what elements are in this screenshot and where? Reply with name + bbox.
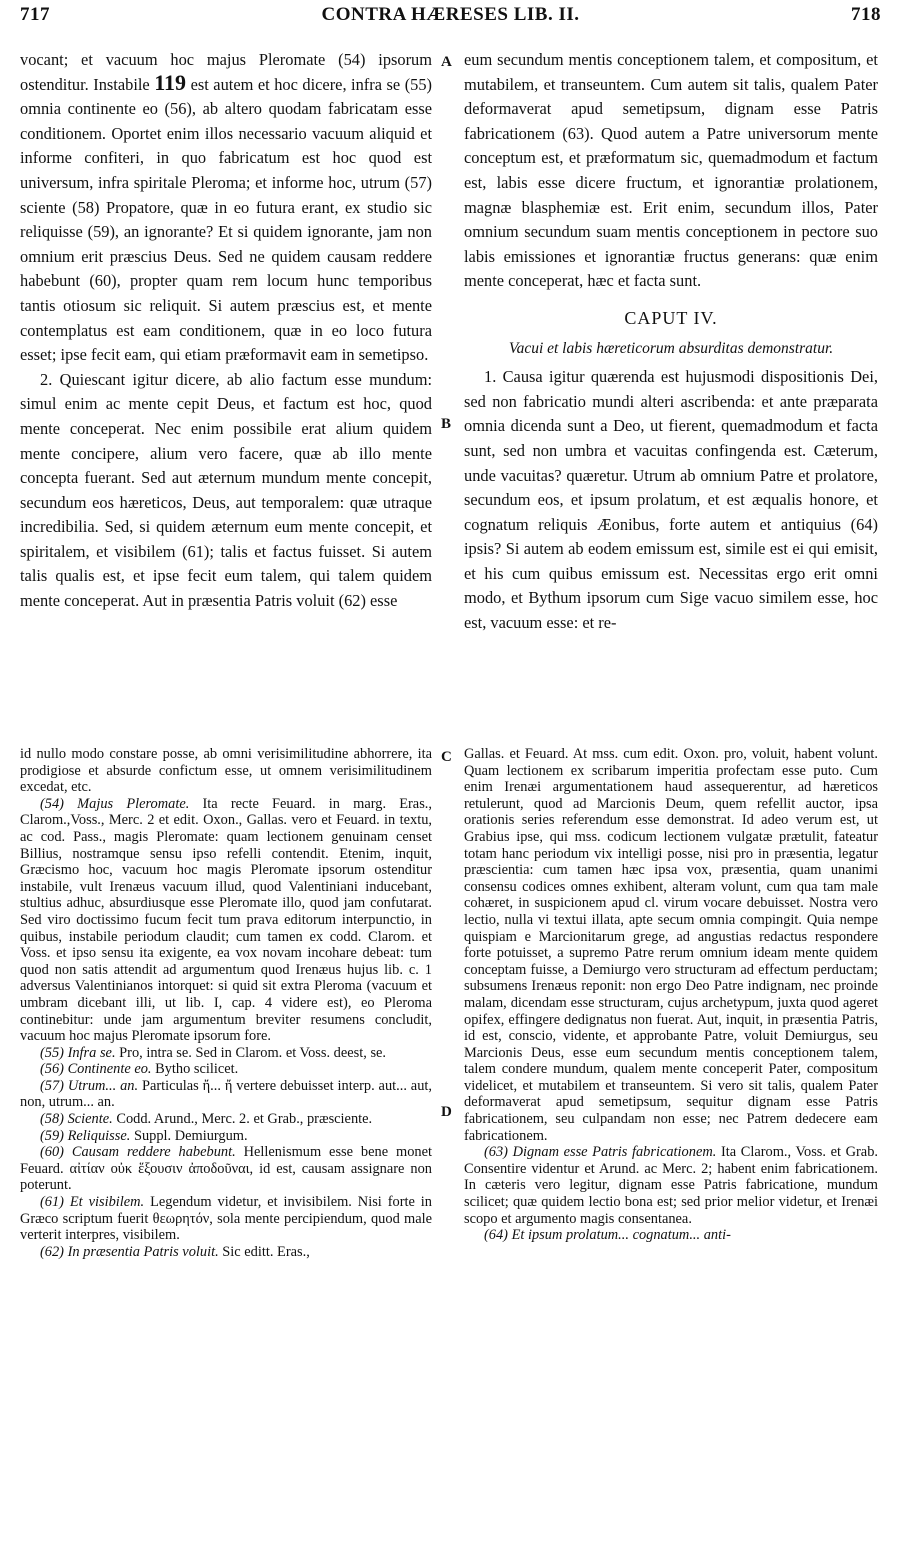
page-number-right: 718 xyxy=(851,4,881,25)
footnote: (57) Utrum... an. Particulas ἤ... ἤ vertere debuisset interp. aut... aut, non, utrum... an. xyxy=(20,1077,432,1111)
paragraph: 2. Quiescant igitur dicere, ab alio factum esse mundum: simul enim ac mente cepit Deus, et factum est hoc, quod mente conceperat. Nec enim possibile erat alium quidem mente concipere, alium vero facere, quæ ab illo mente concepta fuerant. Sed aut æternum mundum mente concepit, secundum eos hæreticos, Deus, aut temporalem: quæ utraque incredibilia. Sed, si quidem æternum eum mente concepit, et spiritalem, et visibilem (61); talis et factus fuisset. Si autem talis qualis est, et ipse fecit eum talem, qui talem quidem mente conceperat. Aut in præsentia Patris voluit (62) esse xyxy=(20,369,432,611)
footnote: (59) Reliquisse. Suppl. Demiurgum. xyxy=(40,1127,248,1144)
footnote: (55) Infra se. Pro, intra se. Sed in Clarom. et Voss. deest, se. xyxy=(40,1044,387,1061)
left-column-text xyxy=(20,48,432,614)
footnote: (61) Et visibilem. Legendum videtur, et invisibilem. Nisi forte in Græco scriptum fuerit θεωρητόν, sola mente percipiendum, quod male verterit interpres, visibilem. xyxy=(20,1194,432,1244)
right-column-text xyxy=(464,48,878,636)
footnote: (56) Continente eo. Bytho scilicet. xyxy=(40,1061,239,1078)
footnote: id nullo modo constare posse, ab omni verisimilitudine abhorrere, ita prodigiose et absurde confictum esse, ut omnem verisimilitudinem excedat, etc. xyxy=(20,746,432,796)
footnote: (60) Causam reddere habebunt. Hellenismum esse bene monet Feuard. αἰτίαν οὐκ ἕξουσιν ἀποδοῦναι, id est, causam assignare non poterunt. xyxy=(20,1144,432,1194)
running-title: CONTRA HÆRESES LIB. II. xyxy=(321,4,580,25)
right-footnotes xyxy=(464,746,878,1244)
page-number-left: 717 xyxy=(20,4,50,25)
footnote: (63) Dignam esse Patris fabricationem. Ita Clarom., Voss. et Grab. Consentire videntur et Arund. ac Merc. 2; habent enim fabricationem. In cæteris vero legitur, dignam esse Patris fabricatione, mundum scilicet; quæ quidem lectio bona est; sed prior melior videtur, et Irenæi scopo et argumento magis consentanea. xyxy=(464,1144,878,1227)
margin-marker-c: C xyxy=(441,749,452,765)
margin-marker-b: B xyxy=(441,416,452,432)
margin-marker-d: D xyxy=(441,1104,452,1120)
paragraph: vocant; et vacuum hoc majus Pleromate (54) ipsorum ostenditur. Instabile 119 est autem et hoc dicere, infra se (55) omnia continente eo (56), ab altero quodam fabricatam esse conditionem. Oportet enim illos necessario vacuum aliquid et informe confiteri, in quo fabricatum est hoc quod est universum, infra spiritale Pleroma; et informe hoc, utrum (57) sciente (58) Propatore, quæ in eo futura erant, ex studio sic reliquisse (59), an ignorante? Et si quidem ignorante, jam non omnium erit præscius Deus. Sed ne quidem causam reddere habebunt (60), propter quam rem locum hunc temporibus tantis otiosum sic reliquit. Si autem præscius est, et mente contemplatus est eam conditionem, quæ in eo loco futura esset; ipse fecit eam, qui etiam præformavit eam in semetipso. xyxy=(20,50,432,365)
footnote: (62) In præsentia Patris voluit. Sic editt. Eras., xyxy=(40,1243,310,1260)
left-footnotes xyxy=(20,746,432,1260)
footnote: (58) Sciente. Codd. Arund., Merc. 2. et Grab., præsciente. xyxy=(40,1111,373,1128)
footnote: Gallas. et Feuard. At mss. cum edit. Oxon. pro, voluit, habent volunt. Quam lectionem ex scribarum imperitia profectam esse puto. Cum enim Irenæi argumentationem haud assequerentur, ad hæreticos retulerunt, quod ad Marcionis Deum, quem refellit auctor, ipsa orationis series referendum esse demonstrat. Id adeo verum est, ut Grabius ipse, qui mss. codicum lectionem vulgatæ prætulit, fateatur totam hanc periodum vix intelligi posse, nisi pro in præsentia, legatur præscientia: cum tamen hæc ipsa vox, præsentia, quam unanimi consensu codices omnes exhibent, alteram volunt, cum qua tam male cohæret, in suspicionem apud cl. virum vocare debuisset. Nostra vero lectio, nulla vi textui illata, apte secum omnia compingit. Quia nempe quispiam e Marcionitarum grege, ad angustias redactus respondere forte potuisset, a supremo Patre rerum omnium ideam mente quidem conceptam fuisse, a Demiurgo vero structuram ad effectum perductam; subsumens Irenæus reponit: non ergo Deo Patre indignam, nec proinde malam, dicendam esse structuram, cujus archetypum, juxta quod ageret opifex, effingere dedignatus non fuerat. Aut, inquit, in præsentia Patris, id est, conscio, vidente, et approbante Patre, voluit Demiurgus, seu Marcionis Deus, esse eum secundum mentis conceptionem talem, talem condere mundum, qualem mente conceperit Pater, compositum videlicet, et mutabilem et transeuntem. Si vero sit talis, qualem Pater deformaverat apud semetipsum, sequitur dignam esse Patris fabricationem, seu culpandam non esse; nec Patrem dedecere eam fabricationem. xyxy=(464,746,878,1144)
paragraph: 1. Causa igitur quærenda est hujusmodi dispositionis Dei, sed non fabricatio mundi alteri ascribenda: et ante præparata omnia dicenda sunt a Deo, ut fierent, quemadmodum et facta sunt, sed non umbra et vacuitas confingenda est. Cæterum, unde vacuitas? quæretur. Utrum ab omnium Patre et prolatore, secundum eos, et ipsum prolatum, et est æqualis honore, et cognatum reliquis Æonibus, forte autem et antiquius (64) ipsis? Si autem ab eodem emissum est, simile est ei qui emisit, et his cum quibus emissum est. Necessitas ergo erit omni modo, et Bythum ipsorum cum Sige vacuo similem esse, hoc est, vacuum esse: et re- xyxy=(464,367,878,633)
page-header xyxy=(20,4,881,38)
footnote: (64) Et ipsum prolatum... cognatum... anti- xyxy=(484,1227,731,1244)
margin-marker-a: A xyxy=(441,54,452,70)
column-number: 119 xyxy=(154,69,187,95)
paragraph: eum secundum mentis conceptionem talem, et compositum, et mutabilem, et transeuntem. Cum autem sit talis, qualem Pater deformaverat apud semetipsum, dignam esse Patris fabricationem (63). Quod autem a Patre universorum mente conceptum est, et præformatum sic, quemadmodum et factum est, labis esse dicere fructum, et ignorantiæ prolationem, magnæ blasphemiæ est. Erit enim, secundum illos, Pater omnium secundum suam mentis conceptionem in pectore suo labis emissiones et ignorantiæ fructus generans: quæ enim mente conceperat, hæc et facta sunt. xyxy=(464,50,878,291)
chapter-title: CAPUT IV. xyxy=(624,307,718,328)
footnote: (54) Majus Pleromate. Ita recte Feuard. in marg. Eras., Clarom.,Voss., Merc. 2 et edit. Oxon., Gallas. vero et Feuard. in textu, ac cod. Pass., magis Pleromate: quam lectionem genuinam censet Billius, nostramque sensu ipso refelli contendit. Etenim, inquit, Græcismo hoc, vacuum hoc magis Pleromate ipsorum ostenditur instabile, vult Irenæus vacuum illud, quod Valentiniani inducebant, stultius adhuc, absurdiusque esse Pleromate illo, quod jam confutarat. Sed viro doctissimo fucum fecit tum prava editorum interpunctio, in quibus, instabile periodum claudit; cum tamen ex codd. Clarom. et Voss. et ipso sensu ita exigente, ea vox novam incohare debeat: tum quod non satis attendit ad argumentum quod Irenæus hujus lib. c. 1 adversus Valentinianos intorquet: si quid sit extra Pleroma (vacuum et umbram dicebant illi, ut lib. I, cap. 4 videre est), eo Pleroma continebitur: unde jam argumentum breviter resumens concludit, vacuum hoc majus Pleromate ipsorum fore. xyxy=(20,795,432,1045)
chapter-subtitle: Vacui et labis hæreticorum absurditas demonstratur. xyxy=(508,339,834,357)
